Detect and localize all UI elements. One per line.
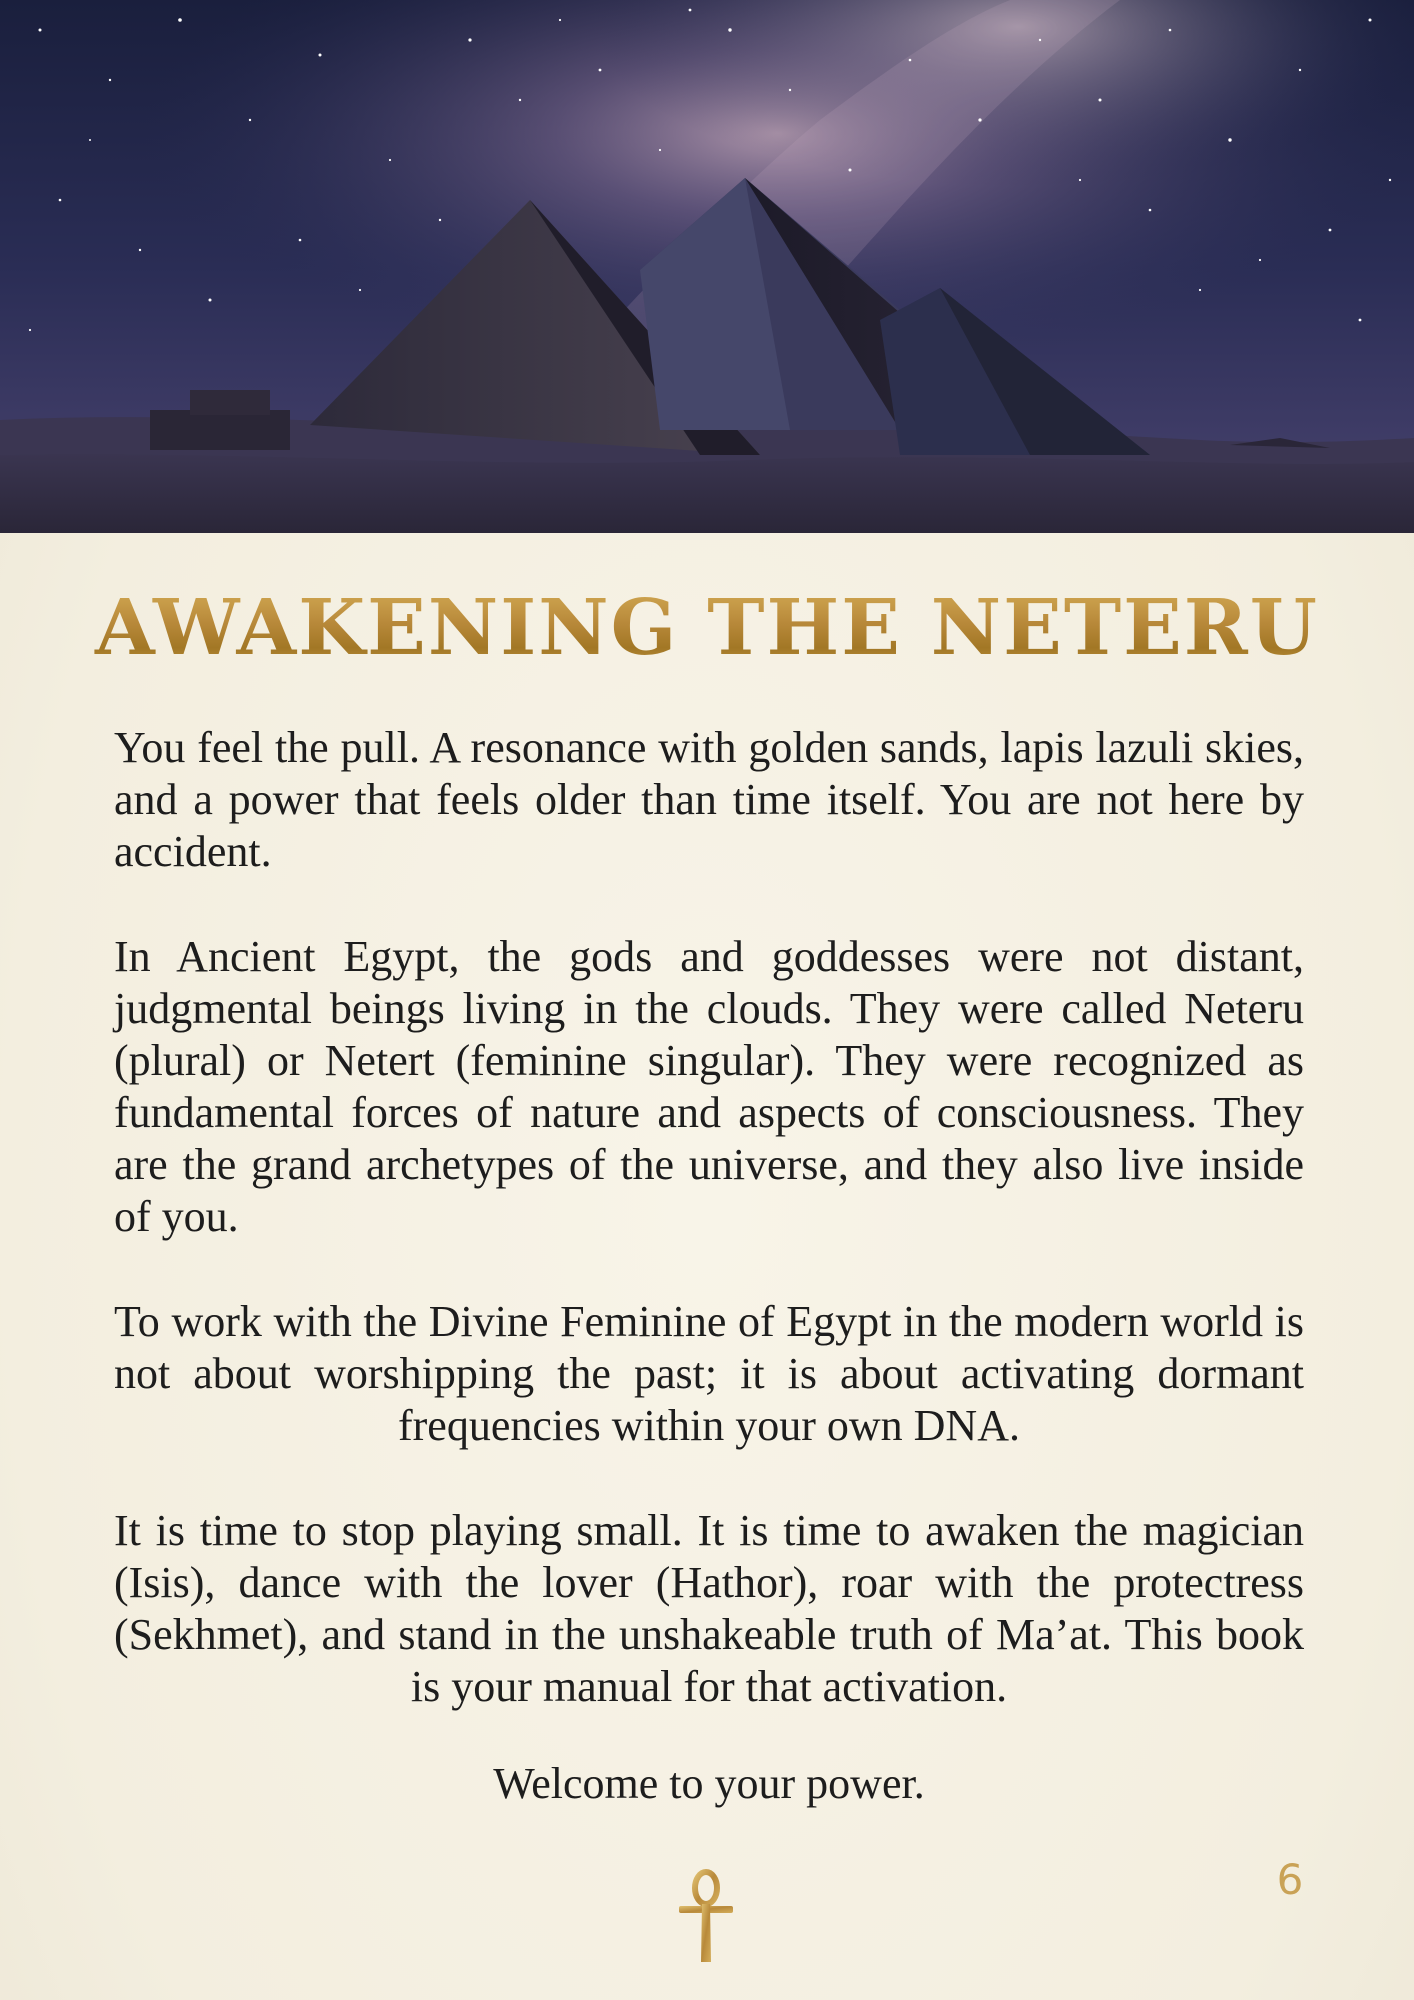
pyramids-night-sky-image bbox=[0, 0, 1414, 533]
paragraph-welcome: Welcome to your power. bbox=[493, 1759, 925, 1808]
paragraph-intro: You feel the pull. A resonance with golden sands, lapis lazuli skies, and a power that feels older than time itself. You are not here by accident. bbox=[114, 723, 1304, 876]
page-title: AWAKENING THE NETERU bbox=[0, 578, 1414, 678]
page-number: 6 bbox=[1276, 1855, 1304, 1904]
paragraph-activation: It is time to stop playing small. It is time to awaken the magician (Isis), dance with the lover (Hathor), roar with the protectress (Sekhmet), and stand in the unshakeable truth of Ma’at. This book is your manual for that activation. bbox=[114, 1506, 1304, 1711]
paragraph-neteru: In Ancient Egypt, the gods and goddesses were not distant, judgmental beings living in the clouds. They were called Neteru (plural) or Netert (feminine singular). They were recognized as fundamental forces of nature and aspects of consciousness. They are the grand archetypes of the universe, and they also live inside of you. bbox=[114, 932, 1304, 1241]
paragraph-divine-feminine: To work with the Divine Feminine of Egypt in the modern world is not about worshipping the past; it is about activating dormant frequencies within your own DNA. bbox=[114, 1297, 1304, 1450]
ankh-icon bbox=[676, 1868, 736, 1964]
